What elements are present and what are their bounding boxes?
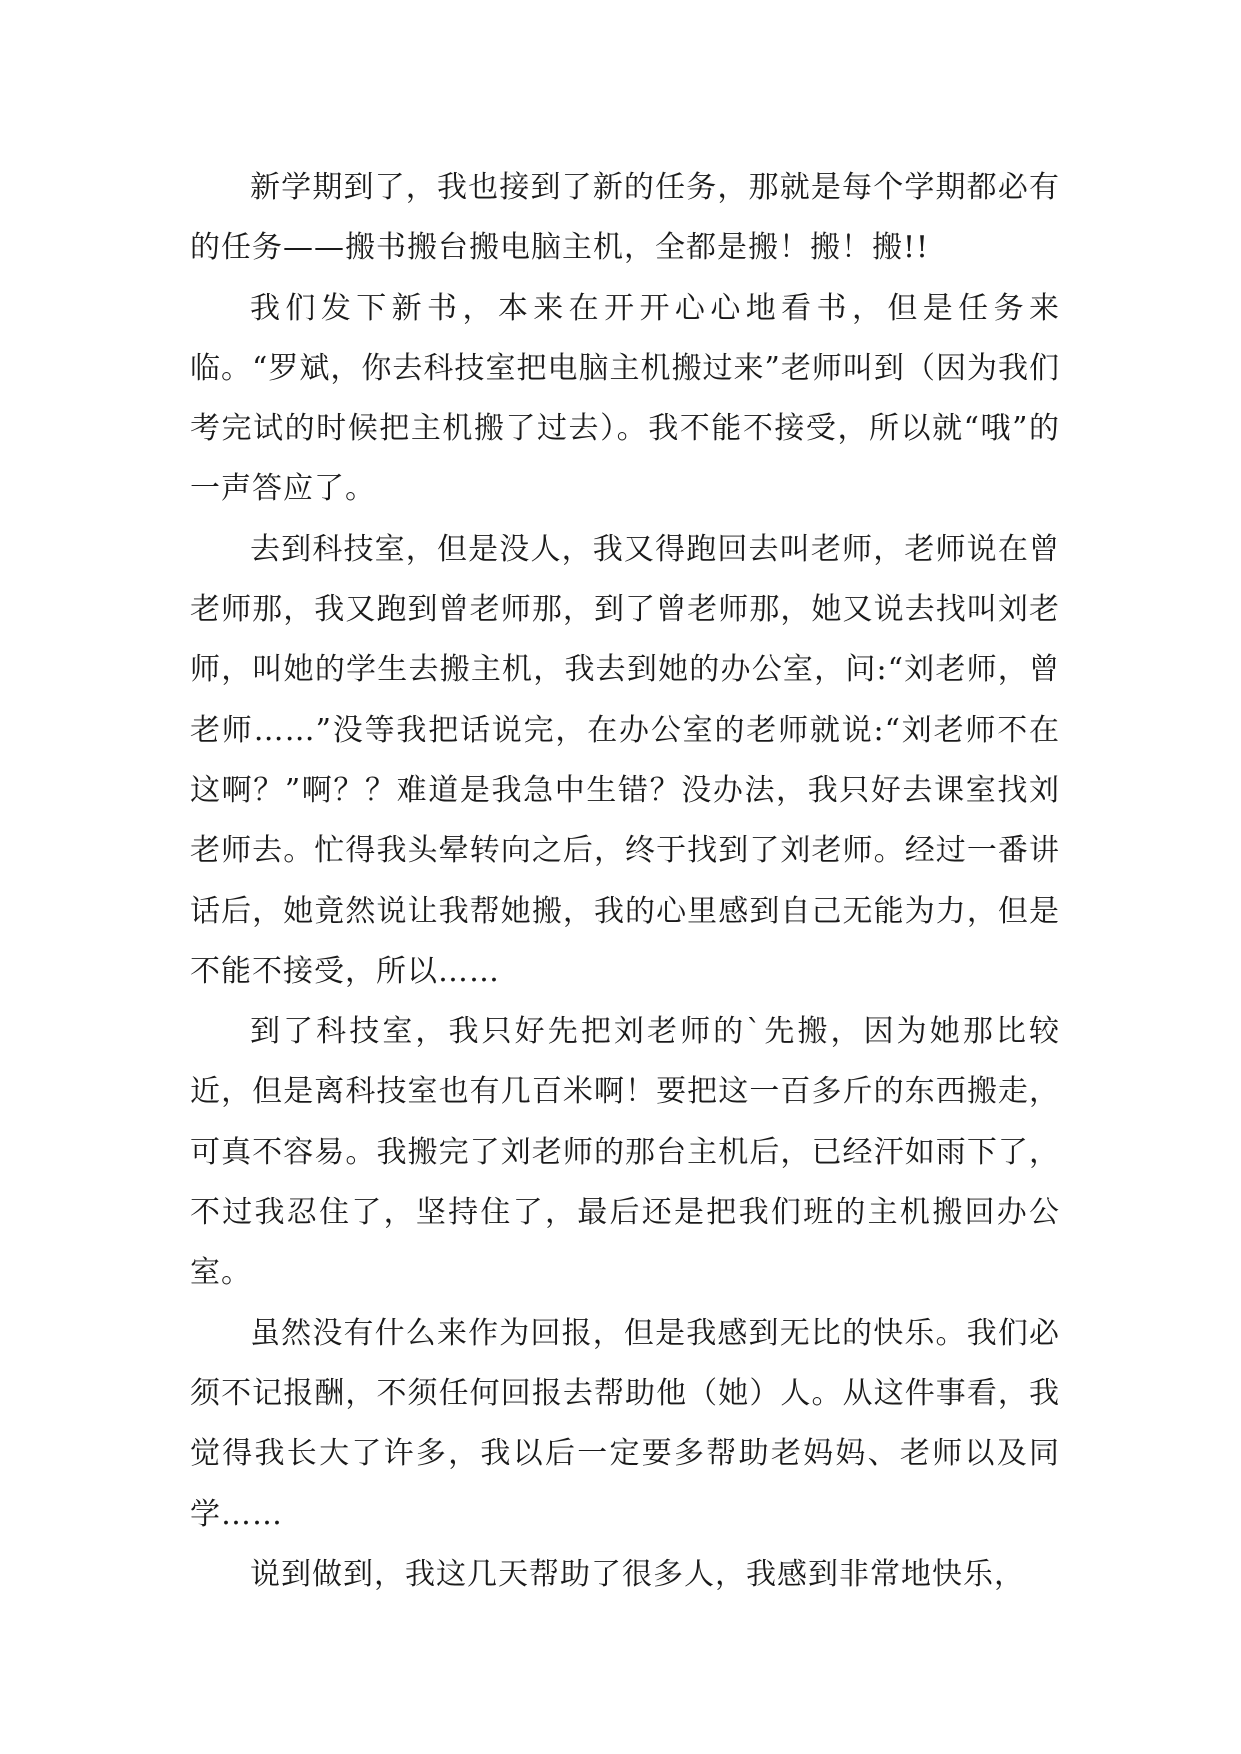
paragraph-1: 新学期到了，我也接到了新的任务，那就是每个学期都必有的任务——搬书搬台搬电脑主机，全都是搬！搬！搬!! (190, 170, 1060, 266)
article-body (190, 158, 1060, 1605)
paragraph-5: 虽然没有什么来作为回报，但是我感到无比的快乐。我们必须不记报酬，不须任何回报去帮助他（她）人。从这件事看，我觉得我长大了许多，我以后一定要多帮助老妈妈、老师以及同学…… (190, 1315, 1060, 1532)
paragraph-3: 去到科技室，但是没人，我又得跑回去叫老师，老师说在曾老师那，我又跑到曾老师那，到了曾老师那，她又说去找叫刘老师，叫她的学生去搬主机，我去到她的办公室，问:“刘老师，曾老师……”没等我把话说完，在办公室的老师就说:“刘老师不在这啊？”啊？？难道是我急中生错？没办法，我只好去课室找刘老师去。忙得我头晕转向之后，终于找到了刘老师。经过一番讲话后，她竟然说让我帮她搬，我的心里感到自己无能为力，但是不能不接受，所以…… (190, 531, 1060, 989)
paragraph-6: 说到做到，我这几天帮助了很多人，我感到非常地快乐， (250, 1556, 1025, 1592)
paragraph-4: 到了科技室，我只好先把刘老师的`先搬，因为她那比较近，但是离科技室也有几百米啊！要把这一百多斤的东西搬走，可真不容易。我搬完了刘老师的那台主机后，已经汗如雨下了，不过我忍住了，坚持住了，最后还是把我们班的主机搬回办公室。 (190, 1014, 1060, 1291)
paragraph-2: 我们发下新书，本来在开开心心地看书，但是任务来临。“罗斌，你去科技室把电脑主机搬过来”老师叫到（因为我们考完试的时候把主机搬了过去）。我不能不接受，所以就“哦”的一声答应了。 (190, 290, 1060, 507)
